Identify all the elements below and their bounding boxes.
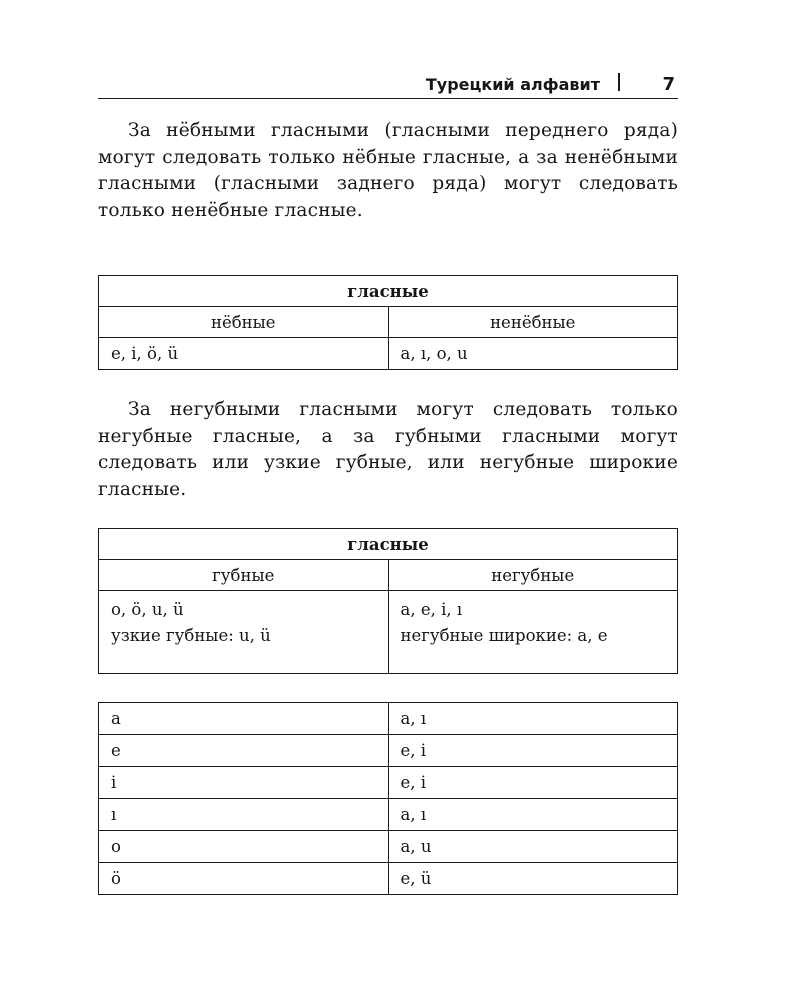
vowel-cell: o [99,831,389,863]
table-vowel-harmony [98,702,678,895]
header-separator [618,73,620,91]
vowel-cell: a [99,703,389,735]
palatal-vowels-cell: e, i, ö, ü [99,338,389,370]
column-header-non-palatal: ненёбные [388,307,678,338]
following-vowels-cell: e, i [388,735,678,767]
table-labial-vowels [98,528,678,674]
table-palatal-vowels [98,275,678,370]
labial-vowels-line: o, ö, u, ü [111,600,184,619]
following-vowels-cell: a, ı [388,799,678,831]
column-header-labial: губные [99,560,389,591]
non-labial-vowels-cell [388,591,678,674]
paragraph-palatal-rule: За нёбными гласными (гласными переднего ряда) могут следовать только нёбные гласные, а за ненёбными гласными (гласными заднего ряда) могут следовать только ненёбные гласные. [98,120,678,221]
table-row [99,831,678,863]
non-labial-vowels-line: a, e, i, ı [400,600,463,619]
vowel-cell: ö [99,863,389,895]
non-palatal-vowels-cell: a, ı, o, u [388,338,678,370]
column-header-non-labial: негубные [388,560,678,591]
following-vowels-cell: a, u [388,831,678,863]
paragraph-labial-rule: За негубными гласными могут следовать только негубные гласные, а за губными гласными могут следовать или узкие губные, или негубные широкие гласные. [98,399,678,500]
table-row [99,863,678,895]
wide-non-labial-line: негубные широкие: a, e [400,626,608,645]
table-row [99,735,678,767]
table-title: гласные [99,529,678,560]
labial-vowels-cell [99,591,389,674]
following-vowels-cell: e, i [388,767,678,799]
page-header [98,70,678,99]
running-title: Турецкий алфавит [425,75,600,94]
table-row [99,767,678,799]
column-header-palatal: нёбные [99,307,389,338]
vowel-cell: e [99,735,389,767]
narrow-labial-line: узкие губные: u, ü [111,626,271,645]
following-vowels-cell: e, ü [388,863,678,895]
vowel-cell: i [99,767,389,799]
page-number: 7 [662,74,675,95]
table-title: гласные [99,276,678,307]
table-row [99,703,678,735]
vowel-cell: ı [99,799,389,831]
following-vowels-cell: a, ı [388,703,678,735]
table-row [99,799,678,831]
